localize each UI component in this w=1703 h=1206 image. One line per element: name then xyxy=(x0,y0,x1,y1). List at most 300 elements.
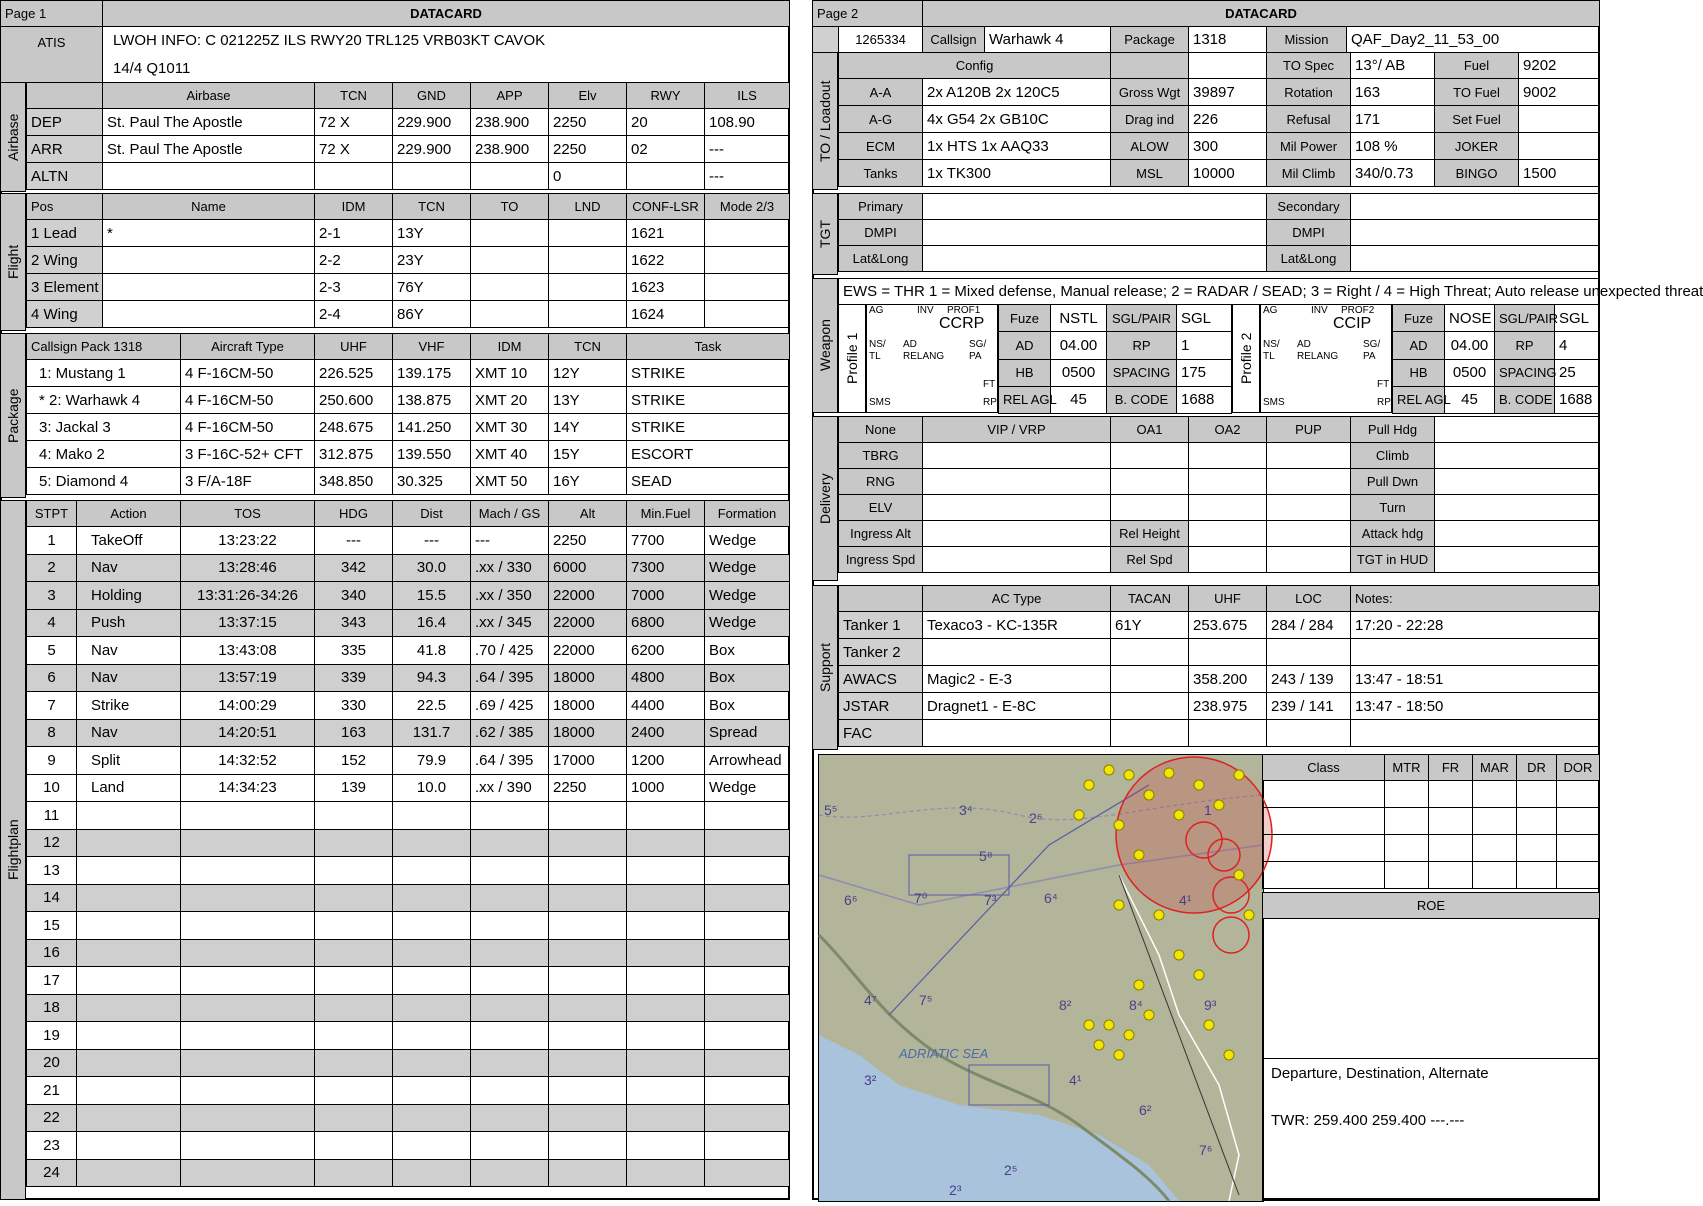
weapon-cell: 1688 xyxy=(1177,386,1232,413)
class-cell xyxy=(1557,862,1600,889)
mfd-label: RELANG xyxy=(903,351,945,362)
map-grid-altitude: 7⁶ xyxy=(1199,1142,1213,1158)
class-cell xyxy=(1429,808,1473,835)
atis-line-2: 14/4 Q1011 xyxy=(103,55,790,83)
flight-header: TCN xyxy=(393,194,471,220)
fp-cell xyxy=(181,829,315,857)
weapon-cell: NOSE xyxy=(1445,305,1495,332)
support-cell xyxy=(1111,720,1189,747)
flight-cell: 23Y xyxy=(393,247,471,274)
fp-row xyxy=(27,884,790,912)
flight-section-label: Flight xyxy=(0,193,26,331)
fp-cell: .xx / 330 xyxy=(471,554,549,582)
rel-height-label: Rel Height xyxy=(1111,521,1189,547)
fp-cell xyxy=(705,857,790,885)
fp-cell xyxy=(77,1022,181,1050)
package-cell: 248.675 xyxy=(315,414,393,441)
fp-cell: TakeOff xyxy=(77,527,181,555)
fp-cell: 18000 xyxy=(549,719,627,747)
to-spec-label: TO Spec xyxy=(1267,53,1351,79)
loadout-cell xyxy=(1519,106,1600,133)
package-cell: 226.525 xyxy=(315,360,393,387)
delivery-pull-hdg: Pull Hdg xyxy=(1351,417,1435,443)
airbase-header: Airbase xyxy=(103,83,315,109)
map-grid-altitude: 5⁸ xyxy=(979,848,993,864)
fp-cell xyxy=(77,829,181,857)
airbase-cell: --- xyxy=(705,163,790,190)
fp-cell xyxy=(627,1049,705,1077)
map-marker xyxy=(1144,1010,1154,1020)
fp-cell xyxy=(77,967,181,995)
fp-cell: Push xyxy=(77,609,181,637)
blank xyxy=(1435,443,1600,469)
fp-cell: 79.9 xyxy=(393,747,471,775)
fp-cell: 21 xyxy=(27,1077,77,1105)
fp-cell xyxy=(705,967,790,995)
package-cell: STRIKE xyxy=(627,387,790,414)
fp-cell: 16 xyxy=(27,939,77,967)
fp-cell xyxy=(393,939,471,967)
airbase-cell: 229.900 xyxy=(393,136,471,163)
fp-cell: 18 xyxy=(27,994,77,1022)
package-cell: ESCORT xyxy=(627,441,790,468)
fp-row xyxy=(27,829,790,857)
roe-label: ROE xyxy=(1263,893,1600,919)
fp-cell: Land xyxy=(77,774,181,802)
fp-cell xyxy=(77,884,181,912)
airbase-cell: 02 xyxy=(627,136,705,163)
blank xyxy=(1435,469,1600,495)
fp-cell: --- xyxy=(393,527,471,555)
loadout-cell: Set Fuel xyxy=(1435,106,1519,133)
mfd-label: AG xyxy=(869,305,884,316)
blank xyxy=(1267,469,1351,495)
fp-cell xyxy=(77,1159,181,1187)
loadout-cell: 9002 xyxy=(1519,79,1600,106)
map-marker xyxy=(1114,900,1124,910)
airbase-cell xyxy=(315,163,393,190)
fuel-label: Fuel xyxy=(1435,53,1519,79)
airbase-cell: 72 X xyxy=(315,136,393,163)
fp-cell xyxy=(627,939,705,967)
fp-cell xyxy=(705,912,790,940)
fp-cell xyxy=(471,1159,549,1187)
fp-cell xyxy=(181,884,315,912)
mfd-label: RP xyxy=(1377,397,1391,408)
mfd-label: SG/ xyxy=(1363,339,1381,350)
flight-cell: 76Y xyxy=(393,274,471,301)
fp-cell: 17000 xyxy=(549,747,627,775)
fp-cell: 13:43:08 xyxy=(181,637,315,665)
fp-cell xyxy=(393,857,471,885)
loadout-table xyxy=(838,52,1600,187)
weapon-cell: 4 xyxy=(1555,332,1600,359)
blank xyxy=(1189,53,1267,79)
fp-cell: 1000 xyxy=(627,774,705,802)
fp-cell: 4800 xyxy=(627,664,705,692)
fp-cell: 330 xyxy=(315,692,393,720)
weapon-cell: 1688 xyxy=(1555,386,1600,413)
map-sea-label: ADRIATIC SEA xyxy=(899,1046,989,1061)
class-cell xyxy=(1517,781,1557,808)
fp-cell xyxy=(549,1022,627,1050)
fp-cell xyxy=(471,967,549,995)
map-marker xyxy=(1214,800,1224,810)
fp-cell: 11 xyxy=(27,802,77,830)
delivery-label: Pull Dwn xyxy=(1351,469,1435,495)
airbase-cell: 20 xyxy=(627,109,705,136)
map-grid-altitude: 1 xyxy=(1204,802,1212,818)
loadout-cell: 226 xyxy=(1189,106,1267,133)
flight-cell: * xyxy=(103,220,315,247)
delivery-label: ELV xyxy=(839,495,923,521)
fp-cell xyxy=(315,939,393,967)
fp-cell xyxy=(181,802,315,830)
package-cell: 312.875 xyxy=(315,441,393,468)
class-cell xyxy=(1473,835,1517,862)
package-cell: 1: Mustang 1 xyxy=(27,360,181,387)
weapon-cell: SGL/PAIR xyxy=(1495,305,1555,332)
mfd-label: RELANG xyxy=(1297,351,1339,362)
fp-cell: 20 xyxy=(27,1049,77,1077)
package-cell: SEAD xyxy=(627,468,790,495)
support-cell: 13:47 - 18:51 xyxy=(1351,666,1600,693)
fp-cell xyxy=(549,884,627,912)
class-header: MTR xyxy=(1385,755,1429,781)
fp-cell: 7700 xyxy=(627,527,705,555)
flight-cell: 4 Wing xyxy=(27,301,103,328)
fp-cell: 15 xyxy=(27,912,77,940)
support-cell xyxy=(1189,720,1267,747)
tgt-value xyxy=(923,246,1267,272)
mfd-label: INV xyxy=(917,305,934,316)
delivery-vip-vrp: VIP / VRP xyxy=(923,417,1111,443)
fp-cell: .xx / 390 xyxy=(471,774,549,802)
flight-cell xyxy=(549,220,627,247)
package-cell: 15Y xyxy=(549,441,627,468)
attack-hdg-label: Attack hdg xyxy=(1351,521,1435,547)
weapon-cell: AD xyxy=(999,332,1051,359)
fp-cell xyxy=(315,1104,393,1132)
loadout-cell: 2x A120B 2x 120C5 xyxy=(923,79,1111,106)
weapon-section-label: Weapon xyxy=(812,278,838,413)
fp-header: HDG xyxy=(315,501,393,527)
package-cell: 4 F-16CM-50 xyxy=(181,387,315,414)
mfd-label: SMS xyxy=(869,397,891,408)
fp-cell: 22000 xyxy=(549,609,627,637)
map-marker xyxy=(1114,820,1124,830)
fp-cell: 3 xyxy=(27,582,77,610)
mission-field: 1318 xyxy=(1189,27,1267,53)
airbase-header: Elv xyxy=(549,83,627,109)
map-grid-altitude: 4¹ xyxy=(1179,892,1192,908)
flight-cell xyxy=(471,220,549,247)
map-grid-altitude: 6⁶ xyxy=(844,892,858,908)
fp-cell: 22000 xyxy=(549,637,627,665)
fp-cell xyxy=(393,1049,471,1077)
fp-cell xyxy=(181,1077,315,1105)
weapon-cell: RP xyxy=(1495,332,1555,359)
fp-cell: 139 xyxy=(315,774,393,802)
map-marker xyxy=(1124,1030,1134,1040)
loadout-cell: 108 % xyxy=(1351,133,1435,160)
fp-cell xyxy=(549,857,627,885)
package-cell: 13Y xyxy=(549,387,627,414)
fp-cell xyxy=(315,994,393,1022)
fp-cell: 14:34:23 xyxy=(181,774,315,802)
fp-header: Formation xyxy=(705,501,790,527)
flight-cell: 1621 xyxy=(627,220,705,247)
weapon-cell: AD xyxy=(1393,332,1445,359)
mission-field: 1265334 xyxy=(839,27,923,53)
fp-cell xyxy=(315,1132,393,1160)
tgt-table xyxy=(838,193,1600,272)
mfd-label: FT xyxy=(1377,379,1390,390)
tgt-in-hud-label: TGT in HUD xyxy=(1351,547,1435,573)
mfd-label: PROF1 xyxy=(947,305,981,316)
fp-row xyxy=(27,664,790,692)
ews-row xyxy=(838,278,1703,305)
flight-cell: 1622 xyxy=(627,247,705,274)
weapon-cell: 45 xyxy=(1445,386,1495,413)
fp-cell: Box xyxy=(705,664,790,692)
mfd-label: AG xyxy=(1263,305,1278,316)
blank xyxy=(1435,495,1600,521)
fp-cell: 14:00:29 xyxy=(181,692,315,720)
blank xyxy=(1189,495,1267,521)
fp-cell xyxy=(705,1104,790,1132)
map-marker xyxy=(1104,765,1114,775)
fp-cell xyxy=(705,1022,790,1050)
flight-header: Pos xyxy=(27,194,103,220)
weapon-cell: 0500 xyxy=(1051,359,1107,386)
fp-cell xyxy=(393,884,471,912)
support-cell: Tanker 1 xyxy=(839,612,923,639)
weapon-cell: REL AGL xyxy=(1393,386,1445,413)
fp-cell xyxy=(549,829,627,857)
to-spec-value: 13°/ AB xyxy=(1351,53,1435,79)
fp-cell xyxy=(315,829,393,857)
fp-cell: 15.5 xyxy=(393,582,471,610)
fp-cell xyxy=(471,1022,549,1050)
fp-cell xyxy=(549,939,627,967)
fp-row xyxy=(27,857,790,885)
fp-header: Min.Fuel xyxy=(627,501,705,527)
flight-row xyxy=(27,247,790,274)
mission-id-row xyxy=(812,26,1600,53)
map-grid-altitude: 4⁷ xyxy=(864,992,877,1008)
fp-cell xyxy=(705,1049,790,1077)
fp-row xyxy=(27,1077,790,1105)
weapon-cell: SPACING xyxy=(1495,359,1555,386)
route-map[interactable] xyxy=(818,754,1264,1202)
fp-cell: 13:23:22 xyxy=(181,527,315,555)
airbase-header: RWY xyxy=(627,83,705,109)
fp-cell: 23 xyxy=(27,1132,77,1160)
class-cell xyxy=(1557,781,1600,808)
blank xyxy=(1111,443,1189,469)
fp-cell: 7000 xyxy=(627,582,705,610)
fp-cell: 7300 xyxy=(627,554,705,582)
class-cell xyxy=(1473,808,1517,835)
weapon-cell: 04.00 xyxy=(1051,332,1107,359)
blank xyxy=(1267,495,1351,521)
fp-row xyxy=(27,1022,790,1050)
fp-cell xyxy=(627,1159,705,1187)
airbase-header: APP xyxy=(471,83,549,109)
weapon-cell: 45 xyxy=(1051,386,1107,413)
fp-row xyxy=(27,1049,790,1077)
tgt-value xyxy=(923,220,1267,246)
loadout-cell: 163 xyxy=(1351,79,1435,106)
mfd-label: FT xyxy=(983,379,996,390)
fp-cell xyxy=(627,912,705,940)
fp-cell xyxy=(549,1159,627,1187)
support-cell: Dragnet1 - E-8C xyxy=(923,693,1111,720)
ews-text: EWS = THR 1 = Mixed defense, Manual release; 2 = RADAR / SEAD; 3 = Right / 4 = High Threat; Auto release unexpected threat xyxy=(839,279,1600,305)
fp-cell xyxy=(627,802,705,830)
fp-cell xyxy=(77,994,181,1022)
map-marker xyxy=(1194,970,1204,980)
page2-title-row xyxy=(812,0,1600,27)
fp-row xyxy=(27,719,790,747)
airbase-cell: 2250 xyxy=(549,136,627,163)
fp-cell: 17 xyxy=(27,967,77,995)
fp-cell xyxy=(181,857,315,885)
atis-label: ATIS xyxy=(1,27,103,83)
fp-cell: Wedge xyxy=(705,609,790,637)
support-header: UHF xyxy=(1189,586,1267,612)
fp-cell xyxy=(549,802,627,830)
support-cell: Magic2 - E-3 xyxy=(923,666,1111,693)
fp-cell xyxy=(315,1022,393,1050)
fp-cell xyxy=(181,1159,315,1187)
support-cell xyxy=(923,720,1111,747)
airbase-cell xyxy=(627,163,705,190)
support-cell xyxy=(1351,720,1600,747)
loadout-cell: Mil Climb xyxy=(1267,160,1351,187)
airbase-header xyxy=(27,83,103,109)
fp-cell xyxy=(705,994,790,1022)
ingress-alt-label: Ingress Alt xyxy=(839,521,923,547)
package-header: Callsign Pack 1318 xyxy=(27,334,181,360)
support-section-label: Support xyxy=(812,585,838,750)
blank xyxy=(923,495,1111,521)
fp-cell: 2250 xyxy=(549,527,627,555)
fp-cell: 94.3 xyxy=(393,664,471,692)
map-marker xyxy=(1164,768,1174,778)
loadout-cell: 4x G54 2x GB10C xyxy=(923,106,1111,133)
flightplan-section-label: Flightplan xyxy=(0,500,26,1200)
fp-header: TOS xyxy=(181,501,315,527)
package-cell: XMT 20 xyxy=(471,387,549,414)
loadout-cell: A-A xyxy=(839,79,923,106)
fp-cell: 14 xyxy=(27,884,77,912)
class-cell xyxy=(1385,862,1429,889)
airbase-cell: 72 X xyxy=(315,109,393,136)
package-cell: XMT 50 xyxy=(471,468,549,495)
fp-row xyxy=(27,637,790,665)
fp-cell: Wedge xyxy=(705,554,790,582)
fp-cell: 9 xyxy=(27,747,77,775)
fp-cell: .xx / 350 xyxy=(471,582,549,610)
tgt-value xyxy=(1351,220,1600,246)
tgt-label: Lat&Long xyxy=(1267,246,1351,272)
package-cell: 348.850 xyxy=(315,468,393,495)
page-label: Page 1 xyxy=(1,1,103,27)
weapon-cell: HB xyxy=(1393,359,1445,386)
page2-title: DATACARD xyxy=(923,1,1600,27)
support-cell: 61Y xyxy=(1111,612,1189,639)
config-label: Config xyxy=(839,53,1111,79)
fp-cell xyxy=(393,802,471,830)
delivery-table xyxy=(838,416,1600,573)
mission-field: Mission xyxy=(1267,27,1347,53)
delivery-oa1: OA1 xyxy=(1111,417,1189,443)
airbase-cell: --- xyxy=(705,136,790,163)
package-cell: 141.250 xyxy=(393,414,471,441)
mfd-mode: CCIP xyxy=(1333,315,1372,332)
loadout-cell: TO Fuel xyxy=(1435,79,1519,106)
fp-cell xyxy=(471,884,549,912)
flight-cell: 1623 xyxy=(627,274,705,301)
package-cell: 16Y xyxy=(549,468,627,495)
map-grid-altitude: 2⁶ xyxy=(1029,810,1043,826)
map-marker xyxy=(1134,980,1144,990)
support-cell xyxy=(1189,639,1267,666)
fp-row xyxy=(27,912,790,940)
fp-cell xyxy=(181,1104,315,1132)
support-cell: Tanker 2 xyxy=(839,639,923,666)
flight-header: Mode 2/3 xyxy=(705,194,790,220)
blank xyxy=(1267,521,1351,547)
fp-cell xyxy=(393,1022,471,1050)
flight-header: Name xyxy=(103,194,315,220)
package-header: IDM xyxy=(471,334,549,360)
fp-cell: 1200 xyxy=(627,747,705,775)
weapon-cell: 175 xyxy=(1177,359,1232,386)
fp-cell: Wedge xyxy=(705,582,790,610)
fp-row xyxy=(27,939,790,967)
weapon-cell: B. CODE xyxy=(1107,386,1177,413)
map-marker xyxy=(1084,1020,1094,1030)
loadout-cell: Drag ind xyxy=(1111,106,1189,133)
blank xyxy=(1111,53,1189,79)
page-title: DATACARD xyxy=(103,1,790,27)
support-cell: 243 / 139 xyxy=(1267,666,1351,693)
mfd-label: AD xyxy=(1297,339,1311,350)
fp-row xyxy=(27,527,790,555)
weapon-cell: SGL/PAIR xyxy=(1107,305,1177,332)
package-cell: 4 F-16CM-50 xyxy=(181,360,315,387)
fp-cell: 335 xyxy=(315,637,393,665)
fp-cell xyxy=(627,967,705,995)
mfd-label: PROF2 xyxy=(1341,305,1375,316)
package-cell: 139.175 xyxy=(393,360,471,387)
airbase-header: ILS xyxy=(705,83,790,109)
support-row xyxy=(839,693,1600,720)
blank xyxy=(923,547,1111,573)
flight-cell xyxy=(549,274,627,301)
fp-cell: 22000 xyxy=(549,582,627,610)
support-cell: 358.200 xyxy=(1189,666,1267,693)
support-row xyxy=(839,612,1600,639)
map-grid-altitude: 2³ xyxy=(949,1182,962,1198)
blank xyxy=(1435,547,1600,573)
blank xyxy=(1189,469,1267,495)
map-grid-altitude: 5⁵ xyxy=(824,802,838,818)
package-cell: 250.600 xyxy=(315,387,393,414)
